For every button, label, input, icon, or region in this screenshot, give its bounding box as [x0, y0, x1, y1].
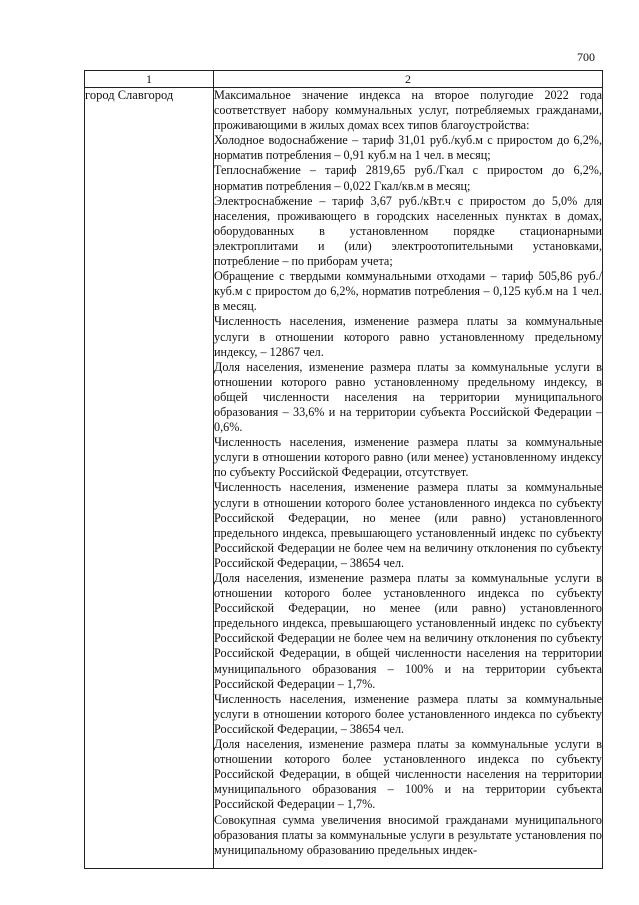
- paragraph: Численность населения, изменение размера платы за коммунальные услуги в отношении которого более установленного индекса по субъекту Российской Федерации, но менее (или равно) установленного предельного индекса, превышающего установленный индекс по субъекту Российской Федерации не более чем на величину отклонения по субъекту Российской Федерации, – 38654 чел.: [214, 480, 602, 570]
- paragraph: Численность населения, изменение размера платы за коммунальные услуги в отношении которого равно установленному предельному индексу, – 12867 чел.: [214, 314, 602, 359]
- paragraph: Доля населения, изменение размера платы за коммунальные услуги в отношении которого равно установленному предельному индексу, в общей численности населения на территории муниципального образования – 33,6% и на территории субъекта Российской Федерации – 0,6%.: [214, 359, 602, 435]
- paragraph: Теплоснабжение – тариф 2819,65 руб./Гкал с приростом до 6,2%, норматив потребления – 0,022 Гкал/кв.м в месяц;: [214, 163, 602, 193]
- paragraph: Численность населения, изменение размера платы за коммунальные услуги в отношении которого равно (или менее) установленному индексу по субъекту Российской Федерации, отсутствует.: [214, 435, 602, 480]
- paragraph: Холодное водоснабжение – тариф 31,01 руб./куб.м с приростом до 6,2%, норматив потребления – 0,91 куб.м на 1 чел. в месяц;: [214, 133, 602, 163]
- page-number: 700: [577, 50, 595, 64]
- description-cell: [214, 88, 603, 869]
- paragraph: Доля населения, изменение размера платы за коммунальные услуги в отношении которого более установленного индекса по субъекту Российской Федерации, но менее (или равно) установленного предельного индекса, превышающего установленный индекс по субъекту Российской Федерации не более чем на величину отклонения по субъекту Российской Федерации, в общей численности населения на территории муниципального образования – 100% и на территории субъекта Российской Федерации – 1,7%.: [214, 571, 602, 691]
- municipality-name: город Славгород: [85, 88, 214, 869]
- paragraph: Максимальное значение индекса на второе полугодие 2022 года соответствует набору коммунальных услуг, потребляемых гражданами, проживающими в жилых домах всех типов благоустройства:: [214, 88, 602, 133]
- column-header-1: 1: [85, 71, 214, 88]
- document-table: [84, 70, 603, 869]
- table-row: [85, 88, 603, 869]
- paragraph: Численность населения, изменение размера платы за коммунальные услуги в отношении которого более установленного индекса по субъекту Российской Федерации, – 38654 чел.: [214, 691, 602, 736]
- paragraph: Электроснабжение – тариф 3,67 руб./кВт.ч с приростом до 5,0% для населения, проживающего в городских населенных пунктах в домах, оборудованных в установленном порядке стационарными электроплитами и (или) электроотопительными установками, потребление – по приборам учета;: [214, 193, 602, 269]
- paragraph: Доля населения, изменение размера платы за коммунальные услуги в отношении которого более установленного индекса по субъекту Российской Федерации, в общей численности населения на территории муниципального образования – 100% и на территории субъекта Российской Федерации – 1,7%.: [214, 737, 602, 812]
- paragraph: Обращение с твердыми коммунальными отходами – тариф 505,86 руб./куб.м с приростом до 6,2%, норматив потребления – 0,125 куб.м на 1 чел. в месяц.: [214, 269, 602, 314]
- paragraph: Совокупная сумма увеличения вносимой гражданами муниципального образования платы за коммунальные услуги в результате установления по муниципальному образованию предельных индек-: [214, 812, 602, 857]
- table-header-row: [85, 71, 603, 88]
- column-header-2: 2: [214, 71, 603, 88]
